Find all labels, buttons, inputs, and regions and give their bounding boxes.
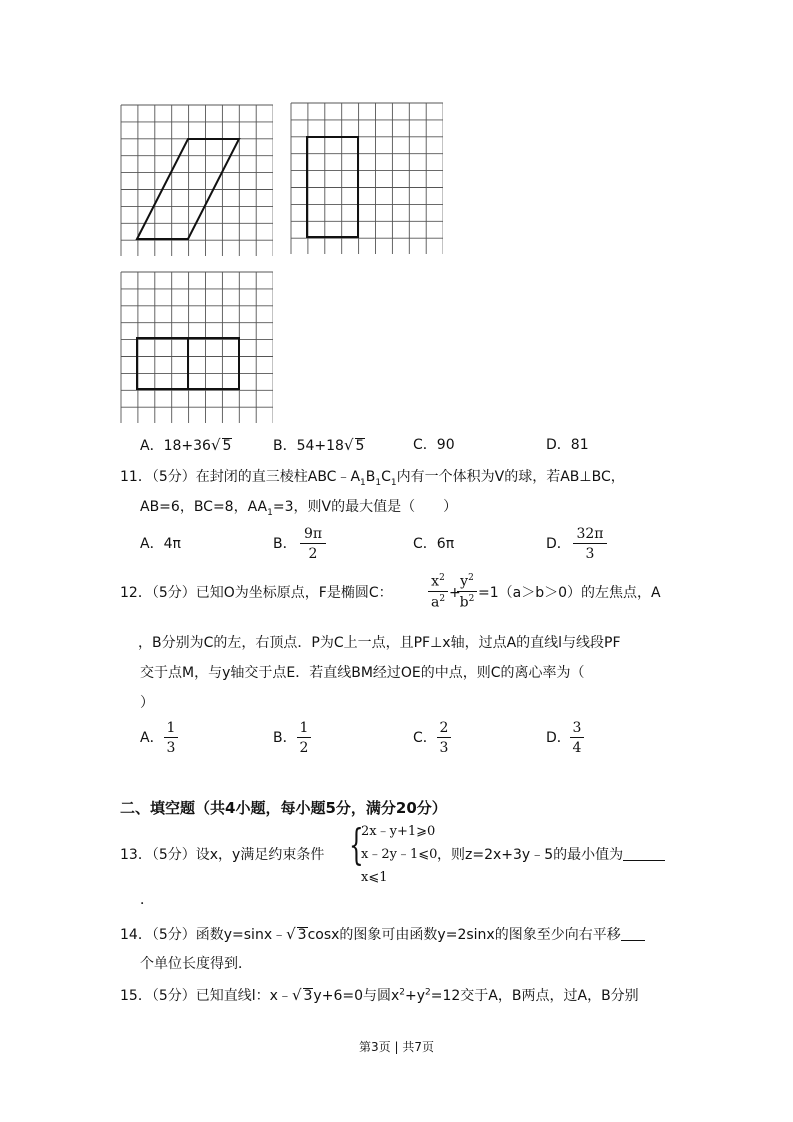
q10-option-c: C．90: [413, 437, 455, 453]
q11-option-b-label: B．: [273, 536, 297, 552]
q12-option-a-label: A．: [140, 730, 164, 746]
three-view-figure-top: [120, 271, 273, 423]
q12-stem-part1: 12．（5分）已知O为坐标原点，F是椭圆C：: [120, 585, 393, 601]
q13-constraint-1: 2x﹣y+1⩾0: [361, 824, 436, 839]
q12-option-c-label: C．: [413, 730, 437, 746]
q12-stem-line3: 交于点M，与y轴交于点E．若直线BM经过OE的中点，则C的离心率为（: [140, 665, 585, 681]
q14-stem-line2: 个单位长度得到．: [140, 956, 252, 972]
q12-option-d-label: D．: [546, 730, 571, 746]
q14-stem-line1: 14．（5分）函数y=sinx﹣√ 3cosx的图象可由函数y=2sinx的图象至少向右平移: [120, 927, 645, 942]
q10-option-d: D．81: [546, 437, 589, 453]
q12-stem-line2: ，B分别为C的左，右顶点．P为C上一点，且PF⊥x轴，过点A的直线l与线段PF: [138, 635, 621, 651]
page-footer: 第3页 | 共7页: [359, 1040, 434, 1054]
q11-option-d-label: D．: [546, 536, 571, 552]
three-view-figure-side: [290, 102, 443, 254]
q11-option-a: A．4π: [140, 536, 181, 552]
q12-stem-part2: =1（a＞b＞0）的左焦点，A: [478, 585, 661, 601]
q14-answer-blank[interactable]: [621, 928, 645, 941]
q11-stem-line1: 11．（5分）在封闭的直三棱柱$ABC﹣A_1B_1C_1$内有一个体积为V的球，若AB⊥BC，: [120, 469, 625, 488]
q13-tail: ．: [140, 892, 154, 908]
q12-option-b-label: B．: [273, 730, 297, 746]
q13-constraint-2: x﹣2y﹣1⩽0: [361, 847, 438, 862]
q12-stem-line4: ）: [140, 695, 154, 711]
q13-brace: {: [349, 820, 364, 869]
q11-stem-line2: AB=6，BC=8，$AA_1=3$，则V的最大值是（ ）: [140, 499, 458, 518]
q12-option-d-fraction: 3 4: [570, 721, 584, 755]
q12-option-a-fraction: 1 3: [164, 721, 178, 755]
q10-option-b: B．54+18√ 5: [273, 436, 365, 454]
section-heading-fill-in-blank: 二、填空题（共4小题，每小题5分，满分20分）: [120, 799, 447, 817]
q13-answer-blank[interactable]: [623, 848, 665, 861]
q13-stem-part1: 13．（5分）设x，y满足约束条件: [120, 847, 325, 863]
three-view-figure-front: [120, 104, 273, 256]
q13-stem-part2: ，则z=2x+3y﹣5的最小值为: [437, 848, 665, 862]
q12-ellipse-fraction-x: $x^2$ $a^2$: [428, 574, 448, 609]
q12-plus: +: [449, 585, 461, 601]
q13-constraint-3: x⩽1: [361, 870, 388, 885]
q12-option-b-fraction: 1 2: [297, 721, 311, 755]
q12-ellipse-fraction-y: $y^2$ $b^2$: [457, 574, 477, 609]
q15-stem-line1: 15．（5分）已知直线l：x﹣√ 3y+6=0与圆$x^2+y^2=12$交于A，B两点，过A，B分别: [120, 986, 639, 1004]
q12-option-c-fraction: 2 3: [437, 721, 451, 755]
q11-option-c: C．6π: [413, 536, 455, 552]
q11-option-b-fraction: 9π 2: [300, 527, 326, 561]
q10-option-a: A．18+36√ 5: [140, 436, 232, 454]
q11-option-d-fraction: 32π 3: [573, 527, 607, 561]
